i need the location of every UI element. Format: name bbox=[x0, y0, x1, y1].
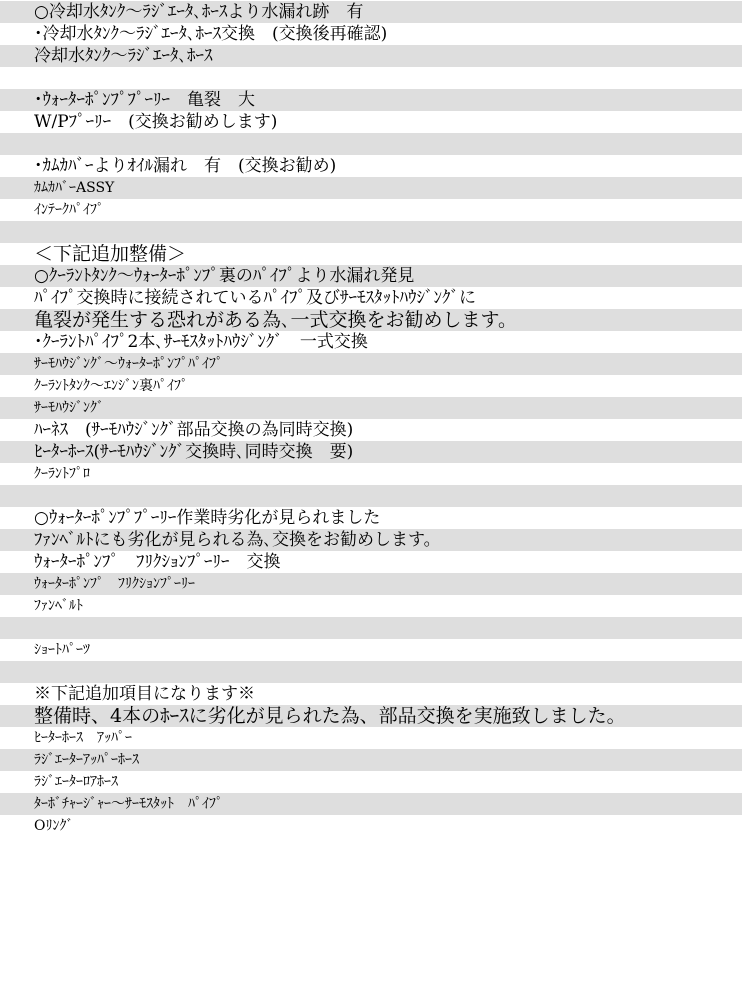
note-text: Oﾘﾝｸﾞ bbox=[34, 818, 74, 834]
note-row bbox=[0, 771, 742, 793]
blank-row bbox=[0, 133, 742, 155]
note-text: ･冷却水ﾀﾝｸ〜ﾗｼﾞｴｰﾀ､ﾎｰｽ交換 (交換後再確認) bbox=[34, 23, 388, 44]
note-text: ﾊﾟｲﾌﾟ交換時に接続されているﾊﾟｲﾌﾟ及びｻｰﾓｽﾀｯﾄﾊｳｼﾞﾝｸﾞに bbox=[34, 287, 476, 308]
note-text: ｳｫｰﾀｰﾎﾟﾝﾌﾟ ﾌﾘｸｼｮﾝﾌﾟｰﾘｰ bbox=[34, 576, 195, 592]
note-text: ※下記追加項目になります※ bbox=[34, 683, 255, 704]
note-row bbox=[0, 595, 742, 617]
note-row bbox=[0, 1, 742, 23]
note-row bbox=[0, 89, 742, 111]
note-text: ﾊｰﾈｽ (ｻｰﾓﾊｳｼﾞﾝｸﾞ部品交換の為同時交換) bbox=[34, 419, 354, 440]
note-text: ﾋｰﾀｰﾎｰｽ ｱｯﾊﾟｰ bbox=[34, 730, 132, 746]
note-row bbox=[0, 463, 742, 485]
note-text: W/Pﾌﾟｰﾘｰ (交換お勧めします) bbox=[34, 111, 278, 132]
note-text: ○冷却水ﾀﾝｸ〜ﾗｼﾞｴｰﾀ､ﾎｰｽより水漏れ跡 有 bbox=[34, 1, 364, 22]
note-text: ｸｰﾗﾝﾄﾀﾝｸ〜ｴﾝｼﾞﾝ裏ﾊﾟｲﾌﾟ bbox=[34, 378, 188, 394]
blank-row bbox=[0, 485, 742, 507]
note-row bbox=[0, 419, 742, 441]
note-row bbox=[0, 309, 742, 331]
note-row bbox=[0, 287, 742, 309]
note-row bbox=[0, 177, 742, 199]
note-text: ･ｳｫｰﾀｰﾎﾟﾝﾌﾟﾌﾟｰﾘｰ 亀裂 大 bbox=[34, 89, 255, 110]
note-text: ･ｸｰﾗﾝﾄﾊﾟｲﾌﾟ2本､ｻｰﾓｽﾀｯﾄﾊｳｼﾞﾝｸﾞ 一式交換 bbox=[34, 331, 368, 352]
note-text: ｻｰﾓﾊｳｼﾞﾝｸﾞ〜ｳｫｰﾀｰﾎﾟﾝﾌﾟﾊﾟｲﾌﾟ bbox=[34, 356, 223, 372]
note-row bbox=[0, 243, 742, 265]
note-text: ○ｳｫｰﾀｰﾎﾟﾝﾌﾟﾌﾟｰﾘｰ作業時劣化が見られました bbox=[34, 507, 381, 528]
note-row bbox=[0, 441, 742, 463]
note-row bbox=[0, 749, 742, 771]
note-row bbox=[0, 331, 742, 353]
note-row bbox=[0, 397, 742, 419]
note-text: ﾗｼﾞｴｰﾀｰｱｯﾊﾟｰﾎｰｽ bbox=[34, 752, 139, 768]
note-text: ﾌｧﾝﾍﾞﾙﾄにも劣化が見られる為､交換をお勧めします。 bbox=[34, 529, 441, 550]
note-text: ｶﾑｶﾊﾞｰASSY bbox=[34, 180, 115, 196]
note-row bbox=[0, 793, 742, 815]
note-text: 整備時、4本のﾎｰｽに劣化が見られた為、部品交換を実施致しました。 bbox=[34, 705, 626, 727]
note-row bbox=[0, 353, 742, 375]
note-row bbox=[0, 639, 742, 661]
note-text: ｲﾝﾃｰｸﾊﾟｲﾌﾟ bbox=[34, 202, 104, 218]
note-row bbox=[0, 45, 742, 67]
blank-row bbox=[0, 221, 742, 243]
note-text: ﾋｰﾀｰﾎｰｽ(ｻｰﾓﾊｳｼﾞﾝｸﾞ交換時､同時交換 要) bbox=[34, 441, 354, 462]
note-row bbox=[0, 573, 742, 595]
note-text: ｸｰﾗﾝﾄﾌﾟﾛ bbox=[34, 466, 90, 482]
note-row bbox=[0, 507, 742, 529]
note-row bbox=[0, 265, 742, 287]
note-text: ﾌｧﾝﾍﾞﾙﾄ bbox=[34, 598, 83, 614]
note-row bbox=[0, 529, 742, 551]
note-text: 亀裂が発生する恐れがある為､一式交換をお勧めします。 bbox=[34, 309, 517, 331]
blank-row bbox=[0, 617, 742, 639]
note-text: ･ｶﾑｶﾊﾞｰよりｵｲﾙ漏れ 有 (交換お勧め) bbox=[34, 155, 337, 176]
note-text: ｼｮｰﾄﾊﾟｰﾂ bbox=[34, 642, 90, 658]
blank-row bbox=[0, 67, 742, 89]
note-row bbox=[0, 551, 742, 573]
note-text: ｳｫｰﾀｰﾎﾟﾝﾌﾟ ﾌﾘｸｼｮﾝﾌﾟｰﾘｰ 交換 bbox=[34, 551, 281, 572]
note-row bbox=[0, 375, 742, 397]
note-text: ﾀｰﾎﾞﾁｬｰｼﾞｬｰ〜ｻｰﾓｽﾀｯﾄ ﾊﾟｲﾌﾟ bbox=[34, 796, 223, 812]
note-row bbox=[0, 683, 742, 705]
note-row bbox=[0, 111, 742, 133]
note-text: ○ｸｰﾗﾝﾄﾀﾝｸ〜ｳｫｰﾀｰﾎﾟﾝﾌﾟ裏のﾊﾟｲﾌﾟより水漏れ発見 bbox=[34, 265, 415, 286]
note-text: ｻｰﾓﾊｳｼﾞﾝｸﾞ bbox=[34, 400, 104, 416]
note-row bbox=[0, 815, 742, 837]
blank-row bbox=[0, 661, 742, 683]
note-text: ＜下記追加整備＞ bbox=[34, 243, 187, 265]
note-row bbox=[0, 155, 742, 177]
note-text: ﾗｼﾞｴｰﾀｰﾛｱﾎｰｽ bbox=[34, 774, 118, 790]
note-row bbox=[0, 199, 742, 221]
note-text: 冷却水ﾀﾝｸ〜ﾗｼﾞｴｰﾀ､ﾎｰｽ bbox=[34, 45, 213, 66]
note-row bbox=[0, 23, 742, 45]
note-row bbox=[0, 727, 742, 749]
note-row bbox=[0, 705, 742, 727]
